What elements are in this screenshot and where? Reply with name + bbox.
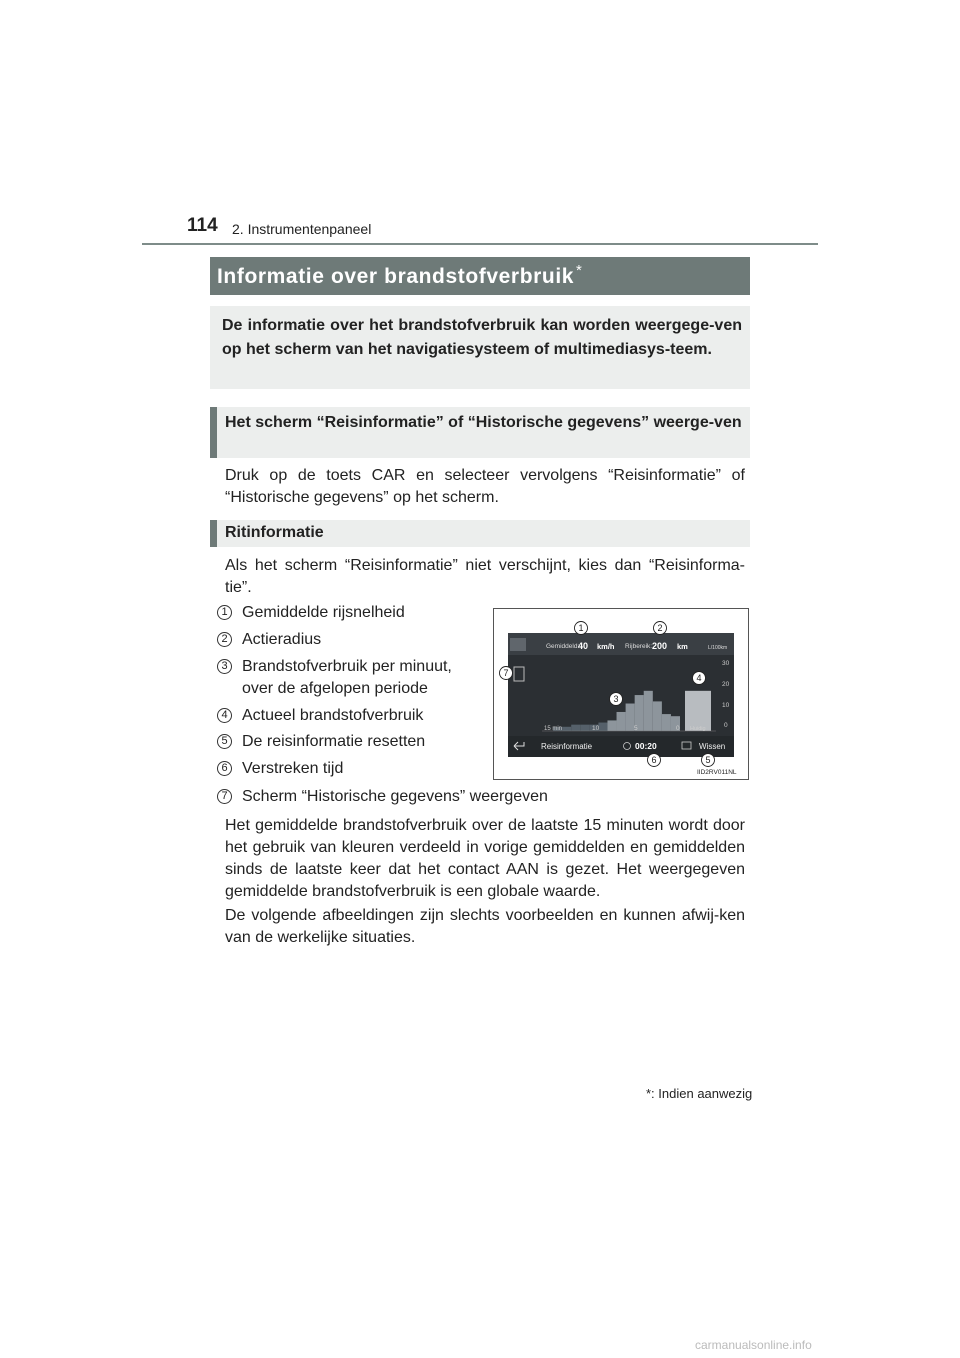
x-tick: 0 <box>676 725 680 732</box>
consumption-bar <box>617 712 626 731</box>
screen-name: Reisinformatie <box>541 742 593 751</box>
car-icon <box>510 638 526 651</box>
list-item <box>217 656 452 678</box>
range-label: Rijbereik: <box>625 643 653 650</box>
consumption-unit: L/100km <box>708 645 728 651</box>
screen-top-bar <box>508 633 734 655</box>
watermark: carmanualsonline.info <box>695 1338 812 1352</box>
figure-code: IID2RV011NL <box>697 769 737 776</box>
callout-3-number: 3 <box>613 694 619 704</box>
item-number: 6 <box>217 761 232 776</box>
paragraph-average: Het gemiddelde brandstofverbruik over de laatste 15 minuten wordt door het gebruik van kleuren verdeeld in vorige gemiddelden en gemiddelden sinds de laatste keer dat het contact AAN is gezet. Het weergegeven gemiddelde brandstofverbruik is een globale waarde. <box>225 817 745 900</box>
x-tick: 15 min <box>544 726 563 732</box>
item-text: Verstreken tijd <box>242 760 344 777</box>
callout-6 <box>648 754 661 767</box>
item-number: 5 <box>217 734 232 749</box>
current-consumption-bar <box>685 691 711 731</box>
callout-3 <box>610 693 623 706</box>
callout-7 <box>500 667 513 680</box>
callout-2-number: 2 <box>657 623 663 633</box>
elapsed-time: 00:20 <box>635 741 657 751</box>
avg-value: 40 <box>578 641 589 651</box>
callout-4 <box>693 672 706 685</box>
item-number: 2 <box>217 632 232 647</box>
list-item <box>217 786 548 808</box>
item-number: 7 <box>217 789 232 804</box>
section-title-bar <box>210 257 750 295</box>
subsection-body-screen: Druk op de toets CAR en selecteer vervolgens “Reisinformatie” of “Historische gegevens” op het scherm. <box>225 467 745 506</box>
callout-1 <box>575 622 588 635</box>
range-value: 200 <box>652 641 668 651</box>
consumption-bar <box>562 727 571 731</box>
item-number: 4 <box>217 708 232 723</box>
list-item <box>217 705 423 727</box>
callout-6-number: 6 <box>651 755 657 765</box>
subsection-title-screen: Het scherm “Reisinformatie” of “Historische gegevens” weerge-ven <box>225 414 742 431</box>
item-number: 1 <box>217 605 232 620</box>
item-text: Scherm “Historische gegevens” weergeven <box>242 788 548 805</box>
item-number: 3 <box>217 659 232 674</box>
subsection-title-trip: Ritinformatie <box>225 524 324 541</box>
consumption-bar <box>571 725 580 731</box>
x-tick: 5 <box>634 725 638 732</box>
y-tick: 0 <box>724 722 728 729</box>
consumption-bar <box>580 725 589 731</box>
consumption-bar <box>662 714 671 731</box>
item-text: Gemiddelde rijsnelheid <box>242 604 405 621</box>
callout-7-number: 7 <box>503 668 509 678</box>
trip-info-screen-illustration <box>494 609 748 779</box>
avg-label: Gemiddeld: <box>546 643 580 650</box>
trip-info-figure <box>493 608 749 780</box>
x-tick-current: Huidig <box>690 726 706 732</box>
subsection-body-trip: Als het scherm “Reisinformatie” niet verschijnt, kies dan “Reisinforma-tie”. <box>225 557 745 596</box>
item-text: Actieradius <box>242 631 322 648</box>
y-tick: 30 <box>722 660 730 667</box>
item-text: Actueel brandstofverbruik <box>242 707 424 724</box>
subsection-header-screen <box>210 407 750 458</box>
intro-text: De informatie over het brandstofverbruik kan worden weergege-ven op het scherm van het navigatiesysteem of multimediasys-teem. <box>222 317 742 358</box>
consumption-bar <box>653 701 662 731</box>
item-text: Brandstofverbruik per minuut, <box>242 658 452 675</box>
callout-4-number: 4 <box>696 673 702 683</box>
subsection-header-trip <box>210 520 750 547</box>
range-unit: km <box>677 642 688 651</box>
reset-label: Wissen <box>699 742 726 751</box>
callout-1-number: 1 <box>578 623 584 633</box>
consumption-bar <box>644 691 653 731</box>
paragraph-disclaimer: De volgende afbeeldingen zijn slechts voorbeelden en kunnen afwij-ken van de werkelijke situaties. <box>225 907 745 946</box>
list-item <box>217 758 343 780</box>
list-item <box>217 731 425 753</box>
item-text: over de afgelopen periode <box>242 680 428 697</box>
consumption-bar <box>598 723 607 731</box>
avg-unit: km/h <box>597 642 615 651</box>
consumption-bar <box>607 720 616 731</box>
callout-2 <box>654 622 667 635</box>
page-number: 114 <box>187 215 218 236</box>
intro-box <box>210 306 750 389</box>
y-tick: 10 <box>722 702 730 709</box>
chapter-title: 2. Instrumentenpaneel <box>232 221 372 237</box>
callout-5-number: 5 <box>705 755 711 765</box>
x-tick: 10 <box>592 725 600 732</box>
section-title: Informatie over brandstofverbruik <box>217 265 575 288</box>
header-rule <box>142 243 818 245</box>
footnote: *: Indien aanwezig <box>646 1086 753 1101</box>
section-title-marker: * <box>576 262 583 279</box>
list-item-continued <box>242 678 428 700</box>
callout-5 <box>702 754 715 767</box>
item-text: De reisinformatie resetten <box>242 733 426 750</box>
y-tick: 20 <box>722 681 730 688</box>
list-item <box>217 629 321 651</box>
list-item <box>217 602 405 624</box>
